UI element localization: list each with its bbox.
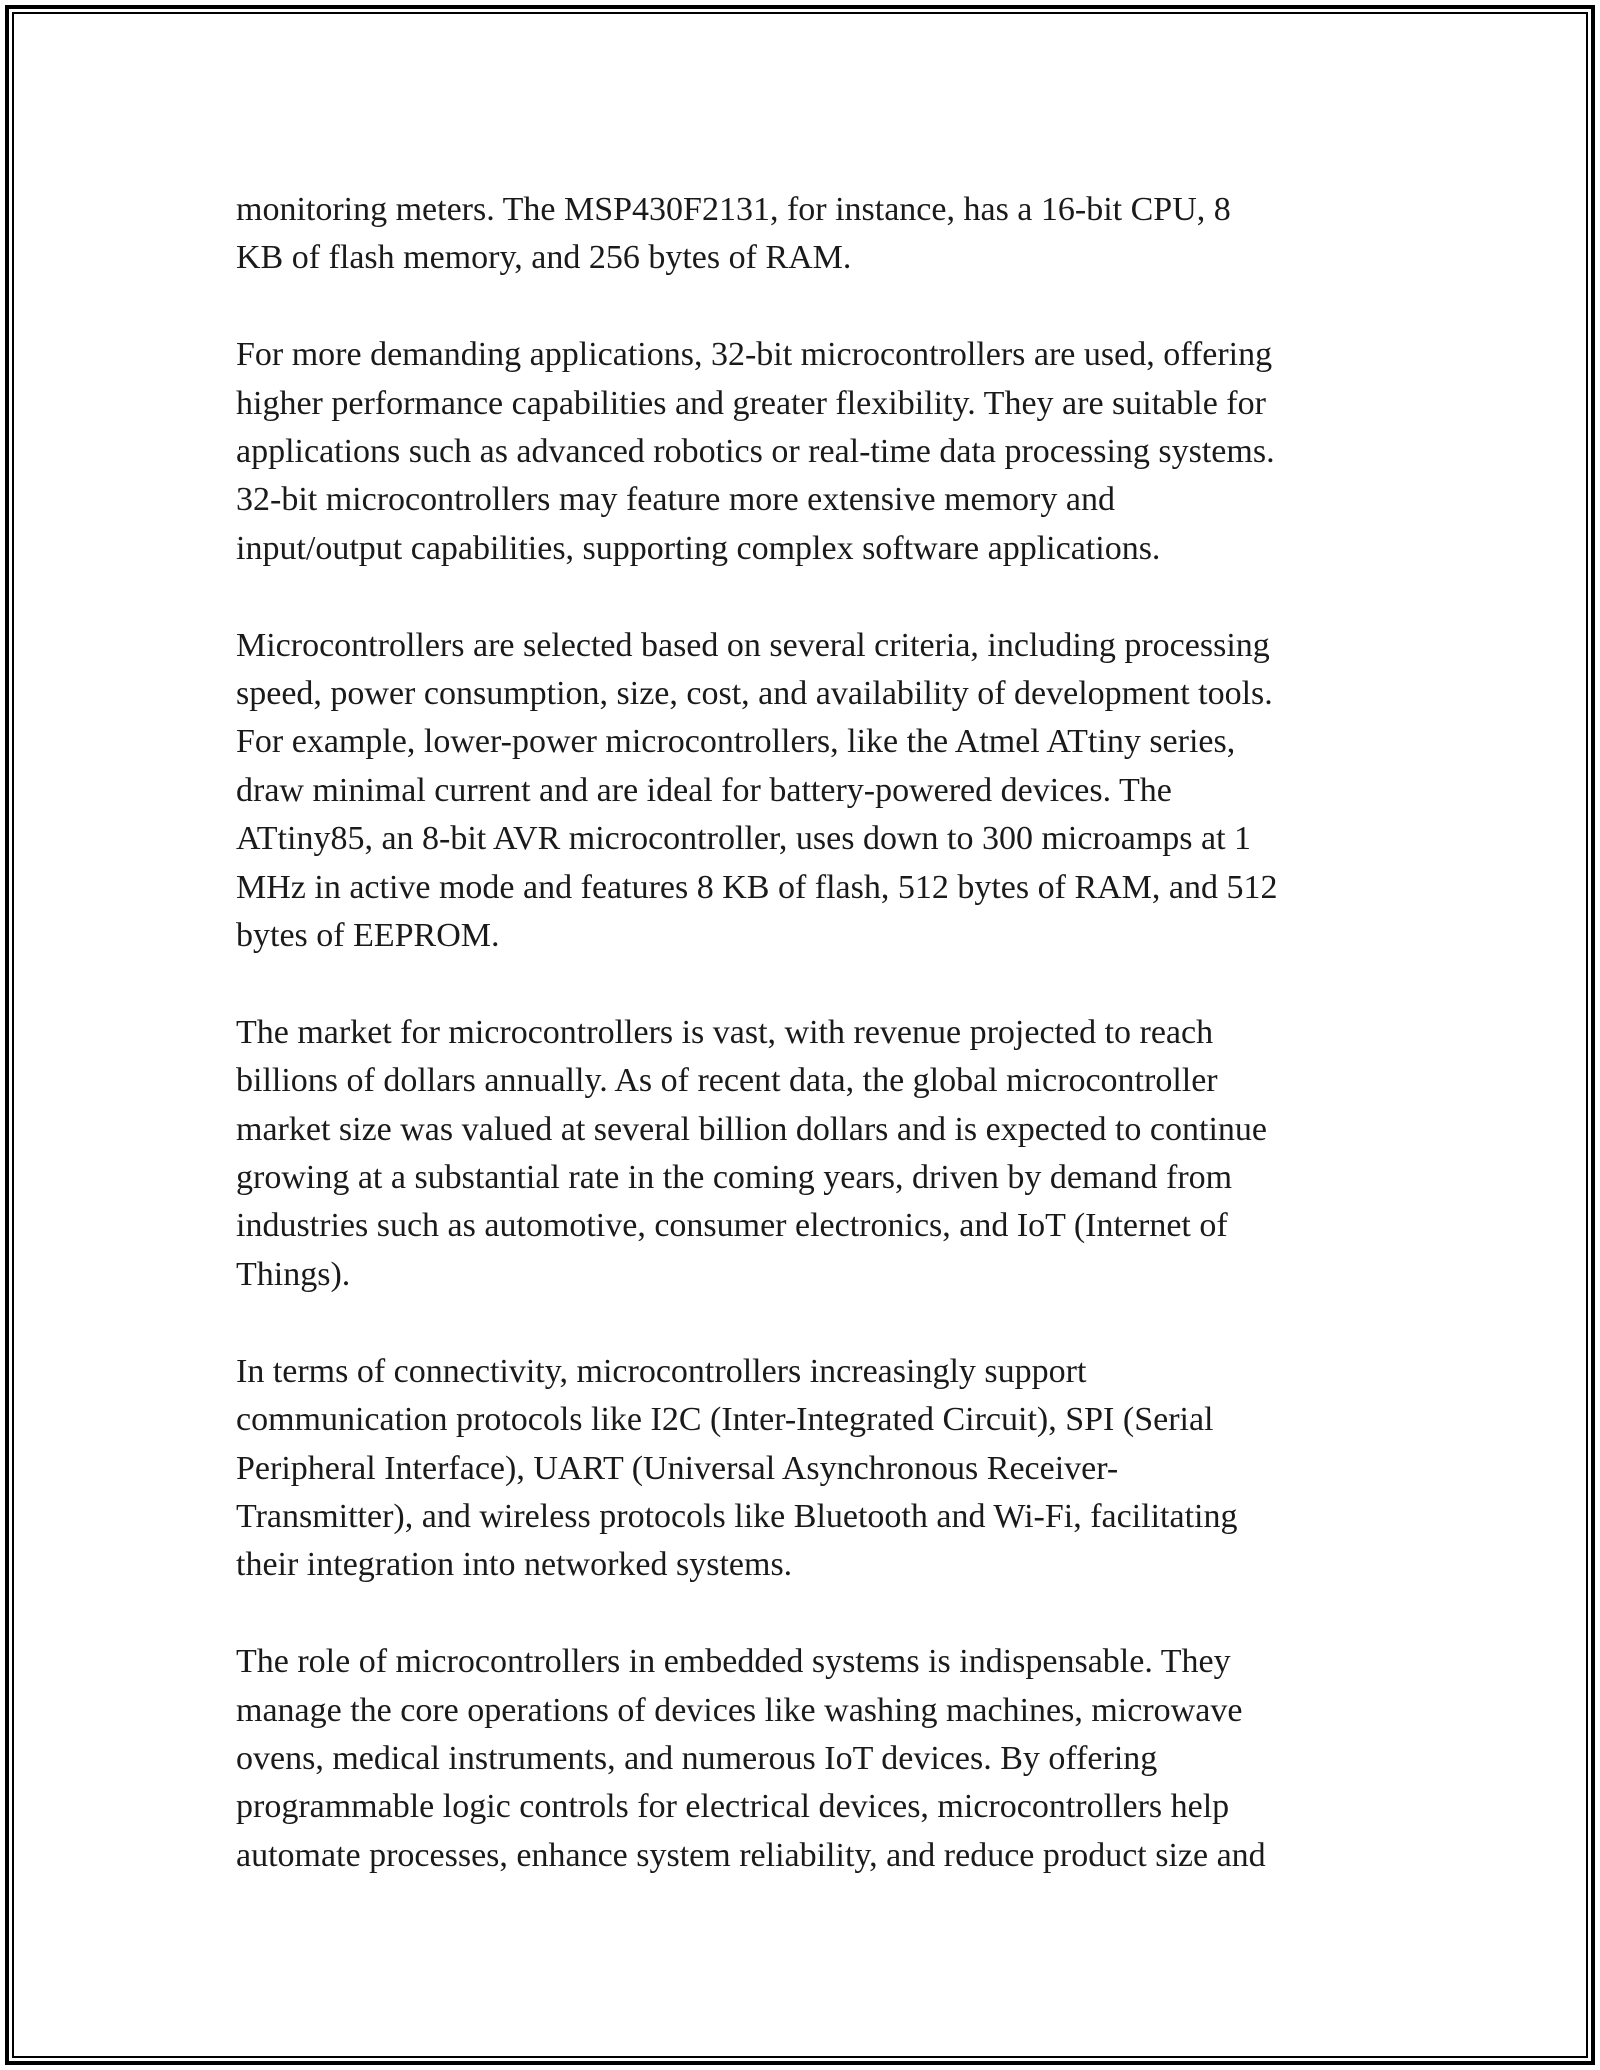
text-line: The market for microcontrollers is vast, with revenue projected to reach [236,1013,1214,1051]
paragraph-32bit [236,331,1376,573]
text-line: speed, power consumption, size, cost, and availability of development tools. [236,675,1273,713]
text-line: industries such as automotive, consumer electronics, and IoT (Internet of [236,1207,1228,1245]
text-line: ATtiny85, an 8-bit AVR microcontroller, uses down to 300 microamps at 1 [236,820,1252,858]
text-line: 32-bit microcontrollers may feature more extensive memory and [236,481,1115,519]
text-line: KB of flash memory, and 256 bytes of RAM. [236,239,852,277]
paragraph-selection-criteria [236,622,1376,961]
text-line: monitoring meters. The MSP430F2131, for instance, has a 16-bit CPU, 8 [236,191,1231,228]
paragraph-embedded-role [236,1638,1376,1880]
text-line: their integration into networked systems. [236,1546,793,1584]
text-line: Things). [236,1255,351,1293]
paragraph-market [236,1009,1376,1299]
text-line: applications such as advanced robotics or real-time data processing systems. [236,433,1275,471]
text-line: For more demanding applications, 32-bit microcontrollers are used, offering [236,336,1273,374]
text-line: market size was valued at several billion dollars and is expected to continue [236,1110,1267,1148]
text-line: ovens, medical instruments, and numerous IoT devices. By offering [236,1739,1158,1777]
text-line: higher performance capabilities and greater flexibility. They are suitable for [236,384,1266,422]
text-line: The role of microcontrollers in embedded systems is indispensable. They [236,1643,1231,1681]
text-line: programmable logic controls for electrical devices, microcontrollers help [236,1788,1230,1826]
text-line: Peripheral Interface), UART (Universal Asynchronous Receiver- [236,1449,1119,1487]
paragraph-msp430 [236,186,1376,283]
text-line: input/output capabilities, supporting complex software applications. [236,529,1161,567]
text-line: In terms of connectivity, microcontrollers increasingly support [236,1352,1087,1390]
text-line: bytes of EEPROM. [236,917,500,955]
text-line: growing at a substantial rate in the coming years, driven by demand from [236,1159,1233,1197]
paragraph-connectivity [236,1348,1376,1590]
text-line: For example, lower-power microcontrollers, like the Atmel ATtiny series, [236,723,1236,761]
text-line: communication protocols like I2C (Inter-Integrated Circuit), SPI (Serial [236,1401,1214,1439]
text-line: MHz in active mode and features 8 KB of flash, 512 bytes of RAM, and 512 [236,868,1278,906]
text-line: billions of dollars annually. As of recent data, the global microcontroller [236,1062,1218,1100]
text-line: Transmitter), and wireless protocols like Bluetooth and Wi-Fi, facilitating [236,1497,1238,1535]
document-body [236,186,1376,1929]
text-line: draw minimal current and are ideal for battery-powered devices. The [236,771,1172,809]
text-line: Microcontrollers are selected based on several criteria, including processing [236,626,1270,664]
text-line: manage the core operations of devices like washing machines, microwave [236,1691,1243,1729]
text-line: automate processes, enhance system reliability, and reduce product size and [236,1836,1266,1874]
